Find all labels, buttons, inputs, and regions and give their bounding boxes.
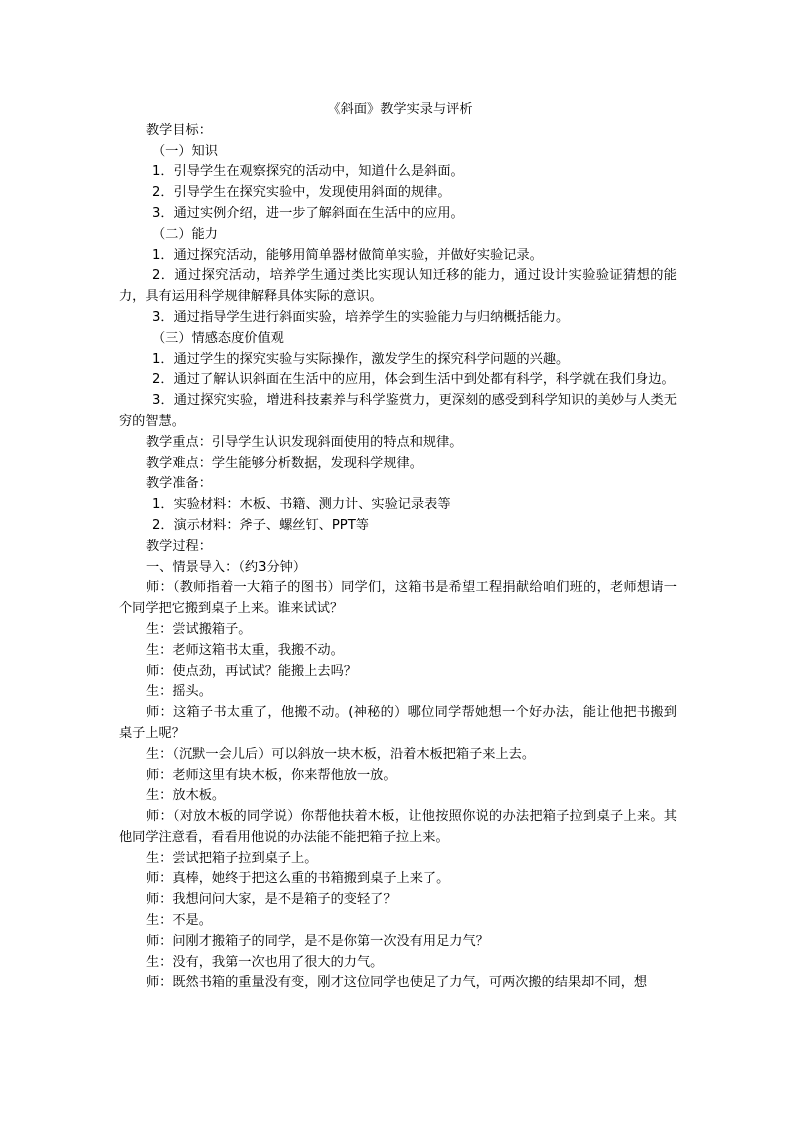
paragraph: 教学准备： [146, 476, 212, 492]
paragraph: 1．实验材料：木板、书籍、测力计、实验记录表等 [152, 497, 451, 513]
paragraph: 生：尝试搬箱子。 [146, 621, 252, 637]
document-page [119, 100, 677, 994]
paragraph: 2．通过探究活动，培养学生通过类比实现认知迁移的能力，通过设计实验验证猜想的能力，具有运用科学规律解释具体实际的意识。 [119, 268, 677, 305]
paragraph: 1．引导学生在观察探究的活动中，知道什么是斜面。 [152, 164, 464, 180]
paragraph: 教学难点：学生能够分析数据，发现科学规律。 [146, 455, 423, 471]
paragraph: 生：尝试把箱子拉到桌子上。 [146, 850, 318, 866]
paragraph: 教学重点：引导学生认识发现斜面使用的特点和规律。 [146, 434, 463, 450]
paragraph: （三）情感态度价值观 [152, 330, 284, 346]
paragraph: 生：没有，我第一次也用了很大的力气。 [146, 954, 384, 970]
paragraph: 师：（教师指着一大箱子的图书）同学们，这箱书是希望工程捐献给咱们班的，老师想请一个同学把它搬到桌子上来。谁来试试？ [119, 580, 677, 617]
document-title: 《斜面》教学实录与评析 [327, 102, 473, 117]
paragraph: 师：问刚才搬箱子的同学，是不是你第一次没有用足力气？ [146, 933, 489, 949]
paragraph: 3．通过实例介绍，进一步了解斜面在生活中的应用。 [152, 205, 464, 221]
paragraph: 1．通过学生的探究实验与实际操作，激发学生的探究科学问题的兴趣。 [152, 351, 570, 367]
paragraph: 师：既然书箱的重量没有变，刚才这位同学也使足了力气，可两次搬的结果却不同，想 [146, 975, 648, 991]
paragraph: 3．通过探究实验，增进科技素养与科学鉴赏力，更深刻的感受到科学知识的美妙与人类无穷的智慧。 [119, 393, 677, 429]
paragraph: 生：放木板。 [146, 788, 226, 804]
paragraph: 3．通过指导学生进行斜面实验，培养学生的实验能力与归纳概括能力。 [152, 309, 570, 325]
paragraph: （一）知识 [152, 143, 218, 159]
paragraph: 2．引导学生在探究实验中，发现使用斜面的规律。 [152, 185, 451, 201]
paragraph: 师：这箱子书太重了，他搬不动。(神秘的）哪位同学帮她想一个好办法，能让他把书搬到桌子上呢？ [119, 705, 677, 741]
paragraph: 生：不是。 [146, 913, 212, 929]
paragraph: 师：（对放木板的同学说）你帮他扶着木板，让他按照你说的办法把箱子拉到桌子上来。其他同学注意看，看看用他说的办法能不能把箱子拉上来。 [119, 809, 677, 845]
paragraph: 生：（沉默一会儿后）可以斜放一块木板，沿着木板把箱子来上去。 [146, 746, 536, 762]
paragraph: （二）能力 [152, 226, 218, 242]
paragraph: 师：老师这里有块木板，你来帮他放一放。 [146, 767, 397, 783]
paragraph: 2．演示材料：斧子、螺丝钉、PPT等 [152, 517, 369, 533]
paragraph: 2．通过了解认识斜面在生活中的应用，体会到生活中到处都有科学，科学就在我们身边。 [152, 372, 675, 388]
paragraph: 1．通过探究活动，能够用简单器材做简单实验，并做好实验记录。 [152, 247, 543, 263]
paragraph: 师：使点劲，再试试？能搬上去吗？ [146, 663, 357, 679]
paragraph: 教学过程： [146, 538, 212, 554]
paragraph: 师：真棒，她终于把这么重的书箱搬到桌子上来了。 [146, 871, 450, 887]
paragraph: 生：摇头。 [146, 684, 212, 700]
paragraph: 一、情景导入：（约3分钟） [146, 559, 307, 575]
paragraph: 师：我想问问大家，是不是箱子的变轻了？ [146, 892, 397, 908]
paragraph: 教学目标： [146, 122, 212, 138]
paragraph: 生：老师这箱书太重，我搬不动。 [146, 642, 344, 658]
